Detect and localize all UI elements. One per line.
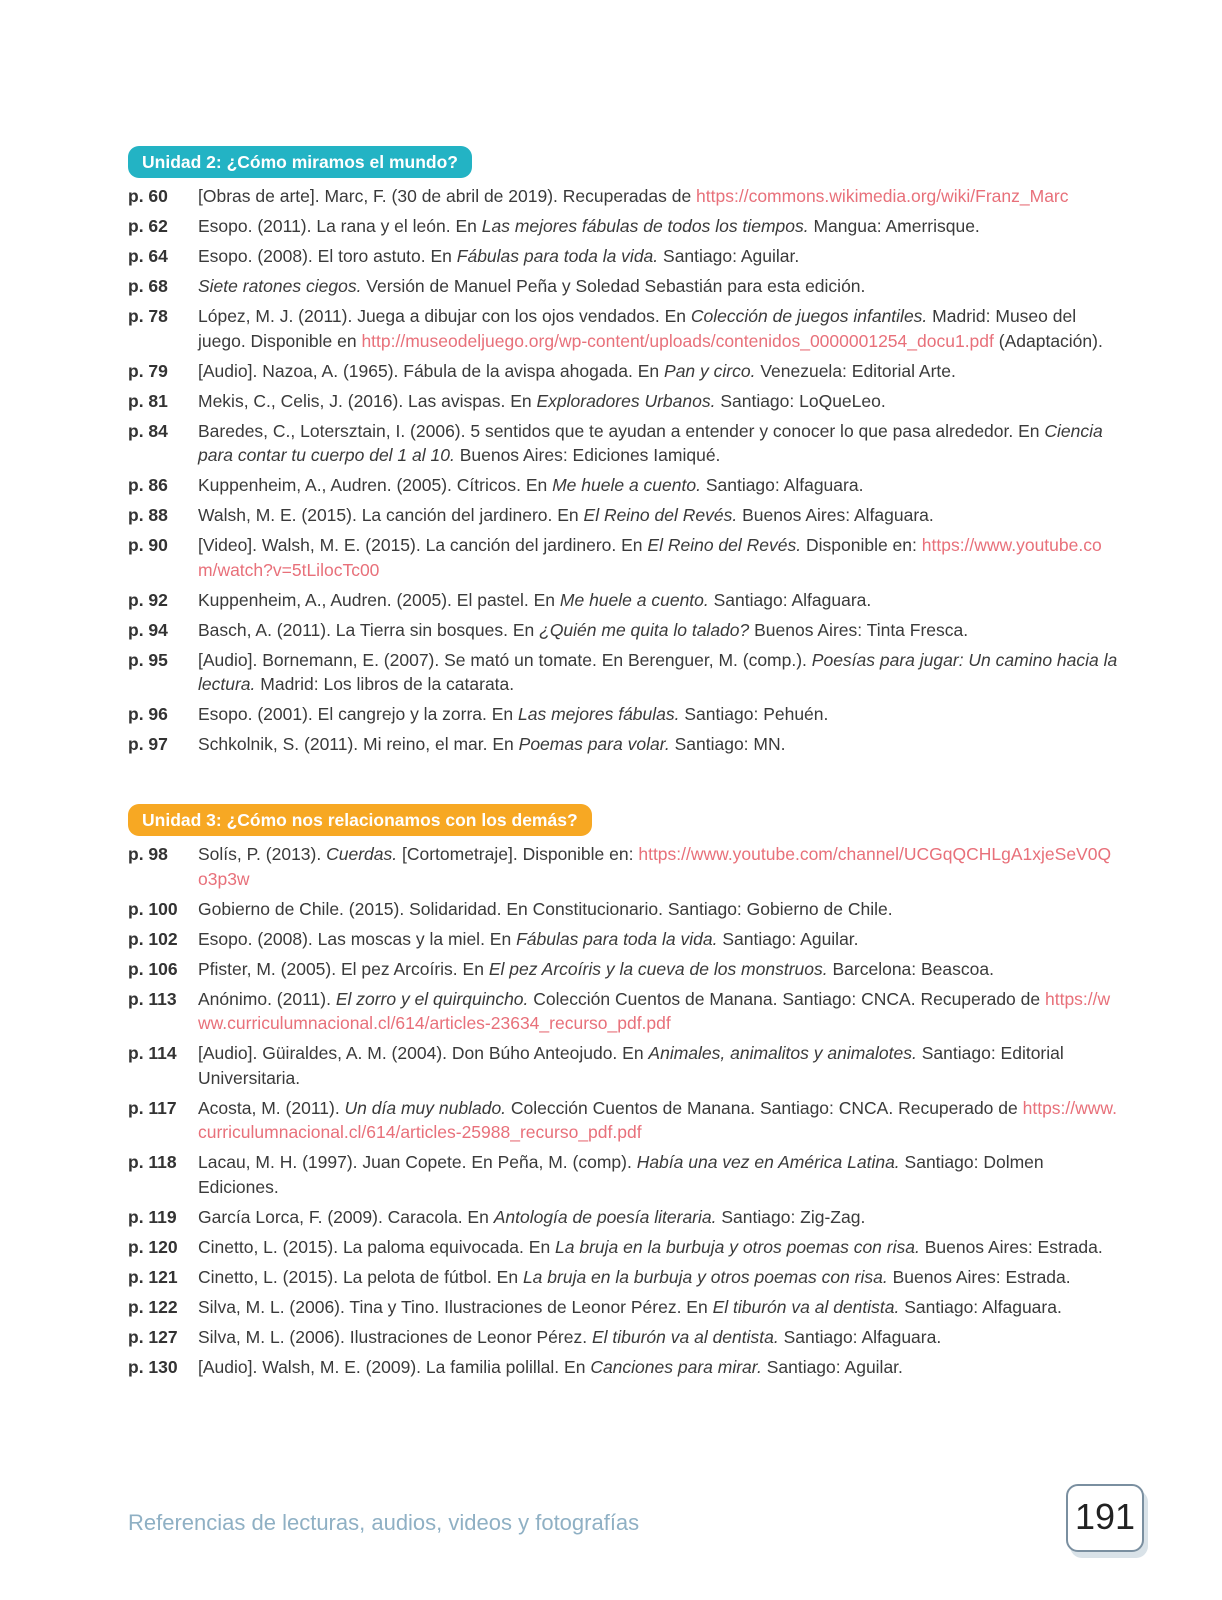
- reference-fragment: Buenos Aires: Estrada.: [887, 1266, 1071, 1287]
- reference-fragment: Mekis, C., Celis, J. (2016). Las avispas. En: [198, 390, 537, 411]
- reference-fragment: Santiago: Editorial Universitaria.: [198, 1043, 1064, 1088]
- reference-text: [198, 184, 1118, 209]
- reference-title: Poesías para jugar: Un camino hacia la lectura.: [198, 649, 1118, 694]
- reference-fragment: Santiago: LoQueLeo.: [715, 390, 886, 411]
- reference-page: p. 92: [128, 589, 168, 610]
- reference-text: [198, 1205, 1118, 1230]
- reference-item: [128, 503, 1118, 528]
- reference-link[interactable]: https://www.youtube.com/watch?v=5tLilocTc00: [198, 535, 1102, 580]
- reference-text: [198, 304, 1118, 353]
- reference-text: [198, 987, 1118, 1036]
- reference-title: Fábulas para toda la vida.: [516, 928, 718, 949]
- reference-text: [198, 419, 1118, 468]
- reference-page: p. 96: [128, 704, 168, 724]
- page-number: 191: [1066, 1484, 1144, 1552]
- reference-page: p. 60: [128, 186, 168, 206]
- reference-link[interactable]: http://museodeljuego.org/wp-content/uploads/contenidos_0000001254_docu1.pdf: [361, 330, 994, 351]
- reference-text: [198, 1295, 1118, 1320]
- reference-title: Colección de juegos infantiles.: [690, 306, 928, 326]
- reference-page: p. 94: [128, 619, 168, 640]
- reference-page: p. 84: [128, 420, 168, 441]
- reference-fragment: García Lorca, F. (2009). Caracola. En: [198, 1206, 494, 1227]
- reference-fragment: Solís, P. (2013).: [198, 844, 327, 864]
- unit2-section: [128, 146, 1118, 762]
- reference-text: [198, 214, 1118, 239]
- reference-fragment: [Audio]. Bornemann, E. (2007). Se mató un tomate. En Berenguer, M. (comp.).: [198, 649, 812, 670]
- reference-title: Había una vez en América Latina.: [636, 1152, 900, 1172]
- reference-page: p. 118: [128, 1152, 177, 1172]
- reference-fragment: Mangua: Amerrisque.: [808, 216, 980, 236]
- reference-title: La bruja en la burbuja y otros poemas con risa.: [555, 1236, 920, 1257]
- reference-fragment: Esopo. (2008). El toro astuto. En: [198, 246, 457, 266]
- reference-text: [198, 1325, 1118, 1350]
- reference-title: Me huele a cuento.: [559, 589, 709, 610]
- reference-page: p. 122: [128, 1296, 178, 1317]
- reference-fragment: Cinetto, L. (2015). La paloma equivocada. En: [198, 1236, 556, 1257]
- reference-item: [128, 842, 1118, 891]
- reference-fragment: Pfister, M. (2005). El pez Arcoíris. En: [198, 958, 489, 979]
- reference-fragment: Santiago: Aguilar.: [717, 928, 859, 949]
- reference-fragment: Esopo. (2008). Las moscas y la miel. En: [198, 928, 517, 949]
- reference-text: [198, 1265, 1118, 1290]
- unit2-heading: Unidad 2: ¿Cómo miramos el mundo?: [128, 146, 472, 178]
- reference-page: p. 127: [128, 1326, 178, 1347]
- reference-link[interactable]: https://commons.wikimedia.org/wiki/Franz_Marc: [696, 186, 1069, 206]
- reference-fragment: Silva, M. L. (2006). Ilustraciones de Leonor Pérez.: [198, 1326, 592, 1347]
- reference-title: Antología de poesía literaria.: [493, 1206, 717, 1227]
- reference-title: ¿Quién me quita lo talado?: [539, 619, 750, 640]
- reference-fragment: Buenos Aires: Ediciones Iamiqué.: [454, 445, 721, 465]
- reference-page: p. 64: [128, 246, 168, 266]
- reference-item: [128, 359, 1118, 384]
- reference-title: La bruja en la burbuja y otros poemas con risa.: [522, 1266, 888, 1287]
- reference-text: [198, 503, 1118, 528]
- reference-title: Me huele a cuento.: [552, 475, 701, 495]
- reference-fragment: [Audio]. Nazoa, A. (1965). Fábula de la avispa ahogada. En: [198, 360, 665, 381]
- reference-page: p. 119: [128, 1206, 177, 1227]
- unit3-section: [128, 804, 1118, 1385]
- reference-page: p. 117: [128, 1097, 177, 1118]
- reference-fragment: Santiago: Aguilar.: [658, 246, 800, 266]
- reference-item: [128, 648, 1118, 697]
- reference-fragment: Cinetto, L. (2015). La pelota de fútbol. En: [198, 1266, 523, 1287]
- reference-page: p. 102: [128, 928, 178, 949]
- reference-fragment: Santiago: Aguilar.: [761, 1356, 903, 1377]
- reference-page: p. 97: [128, 734, 168, 754]
- reference-fragment: Anónimo. (2011).: [198, 988, 336, 1009]
- reference-text: [198, 702, 1118, 727]
- reference-item: [128, 1355, 1118, 1380]
- reference-title: Cuerdas.: [326, 844, 398, 864]
- reference-item: [128, 389, 1118, 414]
- reference-page: p. 106: [128, 958, 178, 979]
- reference-text: [198, 842, 1118, 891]
- reference-item: [128, 214, 1118, 239]
- reference-fragment: Lacau, M. H. (1997). Juan Copete. En Peña, M. (comp).: [198, 1152, 637, 1172]
- reference-text: [198, 1150, 1118, 1199]
- reference-title: Poemas para volar.: [518, 734, 670, 754]
- reference-item: [128, 274, 1118, 299]
- reference-text: [198, 533, 1118, 582]
- reference-item: [128, 702, 1118, 727]
- reference-title: Canciones para mirar.: [590, 1356, 762, 1377]
- reference-text: [198, 588, 1118, 613]
- reference-fragment: Santiago: Alfaguara.: [700, 475, 864, 495]
- reference-link[interactable]: https://www.curriculumnacional.cl/614/articles-25988_recurso_pdf.pdf: [198, 1097, 1117, 1142]
- reference-item: [128, 184, 1118, 209]
- reference-fragment: Buenos Aires: Estrada.: [919, 1236, 1103, 1257]
- reference-text: [198, 1235, 1118, 1260]
- reference-text: [198, 274, 1118, 299]
- reference-page: p. 62: [128, 216, 168, 236]
- reference-item: [128, 957, 1118, 982]
- reference-item: [128, 732, 1118, 757]
- footer-title: Referencias de lecturas, audios, videos y fotografías: [128, 1510, 640, 1535]
- reference-page: p. 86: [128, 475, 168, 495]
- reference-fragment: Santiago: Alfaguara.: [708, 589, 872, 610]
- reference-title: El zorro y el quirquincho.: [335, 988, 529, 1009]
- reference-fragment: Venezuela: Editorial Arte.: [755, 360, 956, 381]
- reference-fragment: Silva, M. L. (2006). Tina y Tino. Ilustraciones de Leonor Pérez. En: [198, 1296, 713, 1317]
- reference-fragment: [Audio]. Güiraldes, A. M. (2004). Don Búho Anteojudo. En: [198, 1043, 649, 1063]
- reference-page: p. 120: [128, 1236, 178, 1257]
- reference-title: Las mejores fábulas.: [518, 704, 680, 724]
- reference-item: [128, 419, 1118, 468]
- reference-title: El pez Arcoíris y la cueva de los monstruos.: [488, 958, 828, 979]
- reference-title: Ciencia para contar tu cuerpo del 1 al 10.: [198, 420, 1103, 465]
- reference-fragment: [Video]. Walsh, M. E. (2015). La canción del jardinero. En: [198, 535, 648, 555]
- reference-text: [198, 359, 1118, 384]
- reference-item: [128, 1265, 1118, 1290]
- reference-fragment: [Cortometraje]. Disponible en:: [397, 844, 639, 864]
- reference-text: [198, 897, 1118, 922]
- reference-item: [128, 244, 1118, 269]
- reference-item: [128, 473, 1118, 498]
- reference-page: p. 95: [128, 649, 168, 670]
- reference-fragment: Schkolnik, S. (2011). Mi reino, el mar. En: [198, 734, 519, 754]
- reference-title: El tiburón va al dentista.: [591, 1326, 779, 1347]
- reference-fragment: Santiago: Pehuén.: [679, 704, 829, 724]
- reference-fragment: Disponible en:: [801, 535, 922, 555]
- reference-item: [128, 1096, 1118, 1145]
- reference-link[interactable]: https://www.curriculumnacional.cl/614/articles-23634_recurso_pdf.pdf: [198, 988, 1111, 1033]
- reference-page: p. 121: [128, 1266, 178, 1287]
- reference-item: [128, 1325, 1118, 1350]
- reference-fragment: [Audio]. Walsh, M. E. (2009). La familia polillal. En: [198, 1356, 591, 1377]
- reference-fragment: Basch, A. (2011). La Tierra sin bosques. En: [198, 619, 540, 640]
- reference-page: p. 79: [128, 360, 168, 381]
- reference-title: Fábulas para toda la vida.: [456, 246, 659, 266]
- reference-fragment: Madrid: Museo del juego. Disponible en: [198, 306, 1077, 351]
- reference-fragment: Buenos Aires: Tinta Fresca.: [749, 619, 969, 640]
- reference-fragment: Acosta, M. (2011).: [198, 1097, 345, 1118]
- reference-fragment: Santiago: Zig-Zag.: [716, 1206, 866, 1227]
- reference-page: p. 90: [128, 535, 168, 555]
- reference-fragment: Santiago: Dolmen Ediciones.: [198, 1152, 1044, 1197]
- reference-page: p. 81: [128, 390, 168, 411]
- reference-item: [128, 533, 1118, 582]
- reference-title: El Reino del Revés.: [647, 535, 802, 555]
- reference-fragment: Colección Cuentos de Manana. Santiago: CNCA. Recuperado de: [506, 1097, 1023, 1118]
- reference-fragment: Baredes, C., Lotersztain, I. (2006). 5 sentidos que te ayudan a entender y conocer lo que pasa alrededor. En: [198, 420, 1045, 441]
- reference-page: p. 68: [128, 276, 168, 296]
- unit3-heading: Unidad 3: ¿Cómo nos relacionamos con los demás?: [128, 804, 592, 836]
- reference-title: Exploradores Urbanos.: [536, 390, 716, 411]
- reference-fragment: Santiago: Alfaguara.: [778, 1326, 942, 1347]
- reference-page: p. 113: [128, 988, 177, 1009]
- reference-title: Pan y circo.: [664, 360, 756, 381]
- reference-title: Un día muy nublado.: [344, 1097, 507, 1118]
- reference-title: El tiburón va al dentista.: [712, 1296, 900, 1317]
- reference-fragment: Gobierno de Chile. (2015). Solidaridad. En Constitucionario. Santiago: Gobierno de Chile.: [198, 898, 893, 919]
- reference-text: [198, 473, 1118, 498]
- reference-text: [198, 732, 1118, 757]
- reference-fragment: Santiago: MN.: [669, 734, 786, 754]
- reference-item: [128, 987, 1118, 1036]
- reference-item: [128, 304, 1118, 353]
- reference-text: [198, 389, 1118, 414]
- reference-item: [128, 1235, 1118, 1260]
- reference-item: [128, 927, 1118, 952]
- reference-fragment: López, M. J. (2011). Juega a dibujar con los ojos vendados. En: [198, 306, 691, 326]
- reference-fragment: Walsh, M. E. (2015). La canción del jardinero. En: [198, 505, 584, 525]
- reference-fragment: Versión de Manuel Peña y Soledad Sebastián para esta edición.: [361, 276, 866, 296]
- reference-title: Siete ratones ciegos.: [198, 276, 362, 296]
- reference-page: p. 78: [128, 306, 168, 326]
- reference-text: [198, 957, 1118, 982]
- reference-fragment: (Adaptación).: [993, 330, 1103, 351]
- reference-link[interactable]: https://www.youtube.com/channel/UCGqQCHLgA1xjeSeV0Qo3p3w: [198, 844, 1112, 889]
- reference-fragment: Kuppenheim, A., Audren. (2005). El pastel. En: [198, 589, 560, 610]
- reference-fragment: Kuppenheim, A., Audren. (2005). Cítricos. En: [198, 475, 553, 495]
- reference-fragment: [Obras de arte]. Marc, F. (30 de abril de 2019). Recuperadas de: [198, 186, 697, 206]
- reference-fragment: Madrid: Los libros de la catarata.: [255, 674, 515, 694]
- reference-fragment: Esopo. (2001). El cangrejo y la zorra. En: [198, 704, 519, 724]
- reference-item: [128, 1205, 1118, 1230]
- reference-page: p. 130: [128, 1356, 178, 1377]
- reference-page: p. 100: [128, 898, 178, 919]
- unit3-reference-list: [128, 842, 1118, 1379]
- reference-item: [128, 1150, 1118, 1199]
- reference-page: p. 88: [128, 505, 168, 525]
- reference-fragment: Esopo. (2011). La rana y el león. En: [198, 216, 482, 236]
- reference-text: [198, 1096, 1118, 1145]
- reference-text: [198, 1041, 1118, 1090]
- reference-text: [198, 618, 1118, 643]
- reference-title: El Reino del Revés.: [583, 505, 738, 525]
- reference-text: [198, 1355, 1118, 1380]
- reference-fragment: Colección Cuentos de Manana. Santiago: CNCA. Recuperado de: [528, 988, 1045, 1009]
- reference-text: [198, 244, 1118, 269]
- unit2-reference-list: [128, 184, 1118, 757]
- reference-item: [128, 897, 1118, 922]
- reference-page: p. 114: [128, 1043, 177, 1063]
- reference-item: [128, 618, 1118, 643]
- reference-title: Animales, animalitos y animalotes.: [648, 1043, 917, 1063]
- reference-item: [128, 1041, 1118, 1090]
- reference-title: Las mejores fábulas de todos los tiempos.: [481, 216, 809, 236]
- reference-item: [128, 588, 1118, 613]
- reference-text: [198, 648, 1118, 697]
- reference-fragment: Barcelona: Beascoa.: [827, 958, 994, 979]
- reference-fragment: Santiago: Alfaguara.: [899, 1296, 1062, 1317]
- reference-fragment: Buenos Aires: Alfaguara.: [737, 505, 934, 525]
- reference-page: p. 98: [128, 844, 168, 864]
- reference-item: [128, 1295, 1118, 1320]
- reference-text: [198, 927, 1118, 952]
